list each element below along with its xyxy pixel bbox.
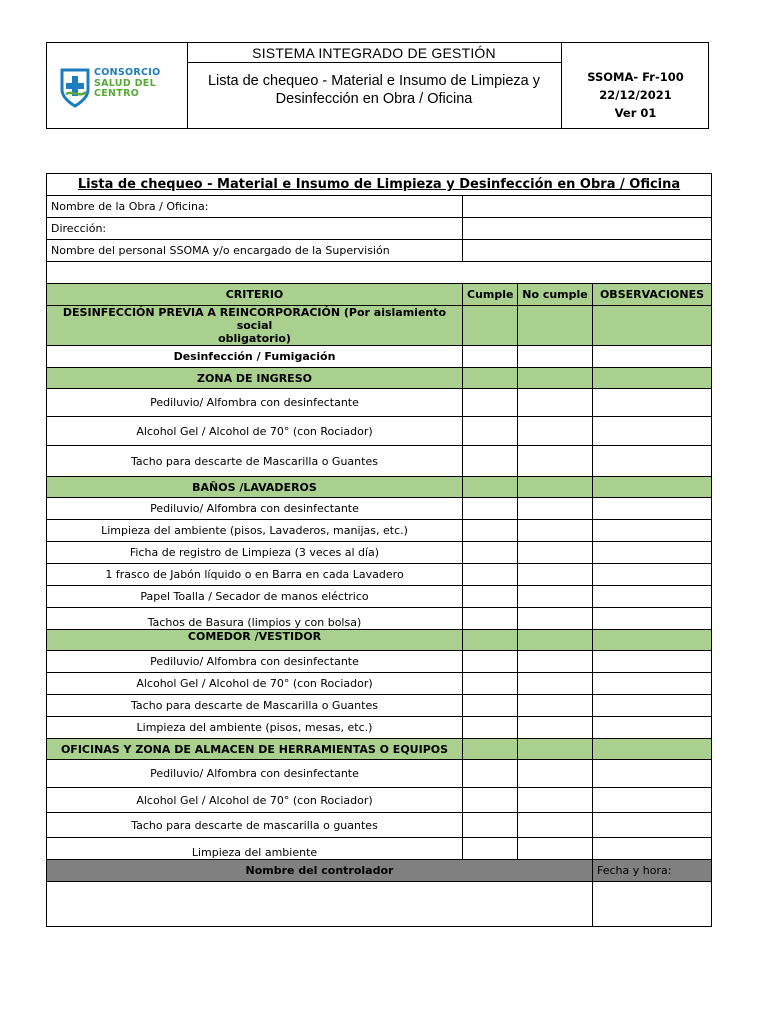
form-title: Lista de chequeo - Material e Insumo de Limpieza y Desinfección en Obra / Oficina — [47, 174, 712, 196]
table-row — [47, 564, 712, 586]
cumple-cell[interactable] — [463, 838, 518, 860]
document-date: 22/12/2021 — [599, 88, 672, 102]
observaciones-cell[interactable] — [593, 760, 712, 788]
observaciones-cell[interactable] — [593, 813, 712, 838]
table-row — [47, 788, 712, 813]
criterio-cell: Limpieza del ambiente (pisos, mesas, etc.) — [47, 717, 463, 739]
section-header-row — [47, 368, 712, 389]
cumple-cell[interactable] — [463, 346, 518, 368]
table-title-row — [47, 174, 712, 196]
no-cumple-cell[interactable] — [518, 346, 593, 368]
observaciones-cell[interactable] — [593, 389, 712, 417]
field-label-direccion: Dirección: — [47, 218, 463, 240]
footer-input-row — [47, 882, 712, 927]
controller-name-input[interactable] — [47, 882, 593, 927]
cumple-cell[interactable] — [463, 813, 518, 838]
checklist-table — [46, 173, 712, 927]
cumple-cell[interactable] — [463, 446, 518, 477]
section-header-row — [47, 477, 712, 498]
criterio-cell: Tacho para descarte de Mascarilla o Guantes — [47, 446, 463, 477]
no-cumple-cell[interactable] — [518, 498, 593, 520]
observaciones-cell[interactable] — [593, 564, 712, 586]
no-cumple-cell[interactable] — [518, 520, 593, 542]
no-cumple-cell[interactable] — [518, 564, 593, 586]
observaciones-cell[interactable] — [593, 651, 712, 673]
no-cumple-cell[interactable] — [518, 673, 593, 695]
field-row-personal — [47, 240, 712, 262]
table-row — [47, 586, 712, 608]
criterio-cell: Pediluvio/ Alfombra con desinfectante — [47, 760, 463, 788]
observaciones-cell[interactable] — [593, 788, 712, 813]
controller-label: Nombre del controlador — [47, 860, 593, 882]
column-header-criterio: CRITERIO — [47, 284, 463, 306]
section-cell — [463, 306, 518, 346]
document-meta — [562, 43, 709, 128]
criterio-cell: Tacho para descarte de Mascarilla o Guantes — [47, 695, 463, 717]
cumple-cell[interactable] — [463, 389, 518, 417]
document-title-line-2: Desinfección en Obra / Oficina — [275, 91, 473, 107]
cumple-cell[interactable] — [463, 520, 518, 542]
no-cumple-cell[interactable] — [518, 717, 593, 739]
criterio-cell: Tacho para descarte de mascarilla o guantes — [47, 813, 463, 838]
observaciones-cell[interactable] — [593, 673, 712, 695]
column-header-no-cumple: No cumple — [518, 284, 593, 306]
cumple-cell[interactable] — [463, 695, 518, 717]
section-title-reincorporacion — [47, 306, 463, 346]
section-cell — [518, 630, 593, 651]
section-title-line-1: DESINFECCIÓN PREVIA A REINCORPORACIÓN (Por aislamiento social — [62, 306, 447, 332]
no-cumple-cell[interactable] — [518, 389, 593, 417]
field-input-obra[interactable] — [463, 196, 712, 218]
section-header-row — [47, 306, 712, 346]
cumple-cell[interactable] — [463, 651, 518, 673]
section-title-line-2: obligatorio) — [218, 332, 291, 345]
cumple-cell[interactable] — [463, 760, 518, 788]
table-row — [47, 446, 712, 477]
no-cumple-cell[interactable] — [518, 838, 593, 860]
field-label-obra: Nombre de la Obra / Oficina: — [47, 196, 463, 218]
cumple-cell[interactable] — [463, 564, 518, 586]
observaciones-cell[interactable] — [593, 346, 712, 368]
section-header-row — [47, 630, 712, 651]
field-input-personal[interactable] — [463, 240, 712, 262]
logo-wordmark — [94, 68, 161, 100]
no-cumple-cell[interactable] — [518, 695, 593, 717]
footer-header-row — [47, 860, 712, 882]
criterio-cell: 1 frasco de Jabón líquido o en Barra en cada Lavadero — [47, 564, 463, 586]
criterio-cell: Pediluvio/ Alfombra con desinfectante — [47, 651, 463, 673]
cumple-cell[interactable] — [463, 673, 518, 695]
no-cumple-cell[interactable] — [518, 446, 593, 477]
table-row — [47, 608, 712, 630]
section-cell — [463, 477, 518, 498]
section-cell — [518, 739, 593, 760]
criterio-cell: Pediluvio/ Alfombra con desinfectante — [47, 389, 463, 417]
spacer-row — [47, 262, 712, 284]
section-title-comedor: COMEDOR /VESTIDOR — [47, 630, 463, 651]
table-row — [47, 498, 712, 520]
section-cell — [518, 368, 593, 389]
column-header-row — [47, 284, 712, 306]
criterio-cell: Alcohol Gel / Alcohol de 70° (con Rociador) — [47, 673, 463, 695]
field-row-obra — [47, 196, 712, 218]
cumple-cell[interactable] — [463, 586, 518, 608]
no-cumple-cell[interactable] — [518, 608, 593, 630]
observaciones-cell[interactable] — [593, 542, 712, 564]
no-cumple-cell[interactable] — [518, 813, 593, 838]
spacer-cell — [47, 262, 712, 284]
cumple-cell[interactable] — [463, 542, 518, 564]
section-cell — [593, 739, 712, 760]
column-header-cumple: Cumple — [463, 284, 518, 306]
criterio-cell: Alcohol Gel / Alcohol de 70° (con Rociador) — [47, 788, 463, 813]
table-row — [47, 838, 712, 860]
no-cumple-cell[interactable] — [518, 417, 593, 446]
table-row — [47, 813, 712, 838]
datetime-label: Fecha y hora: — [593, 860, 712, 882]
cumple-cell[interactable] — [463, 608, 518, 630]
document-title — [187, 63, 562, 128]
logo-line-2: SALUD DEL — [94, 77, 156, 89]
observaciones-cell[interactable] — [593, 586, 712, 608]
section-cell — [593, 477, 712, 498]
table-row — [47, 520, 712, 542]
criterio-cell: Alcohol Gel / Alcohol de 70° (con Rociador) — [47, 417, 463, 446]
observaciones-cell[interactable] — [593, 717, 712, 739]
table-row — [47, 717, 712, 739]
observaciones-cell[interactable] — [593, 608, 712, 630]
criterio-cell: Limpieza del ambiente (pisos, Lavaderos, manijas, etc.) — [47, 520, 463, 542]
company-logo — [60, 68, 180, 108]
cumple-cell[interactable] — [463, 788, 518, 813]
section-header-row — [47, 739, 712, 760]
criterio-cell: Ficha de registro de Limpieza (3 veces al día) — [47, 542, 463, 564]
section-cell — [593, 306, 712, 346]
criterio-cell: Limpieza del ambiente — [47, 838, 463, 860]
section-title-oficinas: OFICINAS Y ZONA DE ALMACEN DE HERRAMIENTAS O EQUIPOS — [47, 739, 463, 760]
table-row — [47, 542, 712, 564]
shield-cross-icon — [60, 68, 90, 108]
table-row — [47, 673, 712, 695]
document-title-line-1: Lista de chequeo - Material e Insumo de Limpieza y — [207, 73, 541, 89]
cumple-cell[interactable] — [463, 417, 518, 446]
observaciones-cell[interactable] — [593, 838, 712, 860]
observaciones-cell[interactable] — [593, 417, 712, 446]
table-row — [47, 389, 712, 417]
section-cell — [463, 368, 518, 389]
field-label-personal: Nombre del personal SSOMA y/o encargado de la Supervisión — [47, 240, 463, 262]
section-cell — [518, 306, 593, 346]
section-cell — [518, 477, 593, 498]
field-row-direccion — [47, 218, 712, 240]
observaciones-cell[interactable] — [593, 520, 712, 542]
document-version: Ver 01 — [614, 106, 657, 120]
logo-line-3: CENTRO — [94, 88, 140, 99]
logo-cell — [47, 43, 188, 128]
table-row — [47, 346, 712, 368]
table-row — [47, 651, 712, 673]
document-header — [46, 42, 709, 129]
logo-line-1: CONSORCIO — [94, 67, 161, 78]
observaciones-cell[interactable] — [593, 695, 712, 717]
no-cumple-cell[interactable] — [518, 788, 593, 813]
criterio-cell: Tachos de Basura (limpios y con bolsa) — [47, 608, 463, 630]
table-row — [47, 417, 712, 446]
section-cell — [463, 739, 518, 760]
section-title-zona-ingreso: ZONA DE INGRESO — [47, 368, 463, 389]
section-title-banos: BAÑOS /LAVADEROS — [47, 477, 463, 498]
system-title: SISTEMA INTEGRADO DE GESTIÓN — [187, 43, 562, 63]
no-cumple-cell[interactable] — [518, 542, 593, 564]
table-row — [47, 695, 712, 717]
column-header-observaciones: OBSERVACIONES — [593, 284, 712, 306]
criterio-cell: Desinfección / Fumigación — [47, 346, 463, 368]
observaciones-cell[interactable] — [593, 498, 712, 520]
section-cell — [463, 630, 518, 651]
criterio-cell: Papel Toalla / Secador de manos eléctrico — [47, 586, 463, 608]
no-cumple-cell[interactable] — [518, 586, 593, 608]
field-input-direccion[interactable] — [463, 218, 712, 240]
document-code: SSOMA- Fr-100 — [587, 70, 684, 84]
section-cell — [593, 368, 712, 389]
datetime-input[interactable] — [593, 882, 712, 927]
observaciones-cell[interactable] — [593, 446, 712, 477]
no-cumple-cell[interactable] — [518, 760, 593, 788]
criterio-cell: Pediluvio/ Alfombra con desinfectante — [47, 498, 463, 520]
cumple-cell[interactable] — [463, 498, 518, 520]
table-row — [47, 760, 712, 788]
cumple-cell[interactable] — [463, 717, 518, 739]
section-cell — [593, 630, 712, 651]
no-cumple-cell[interactable] — [518, 651, 593, 673]
